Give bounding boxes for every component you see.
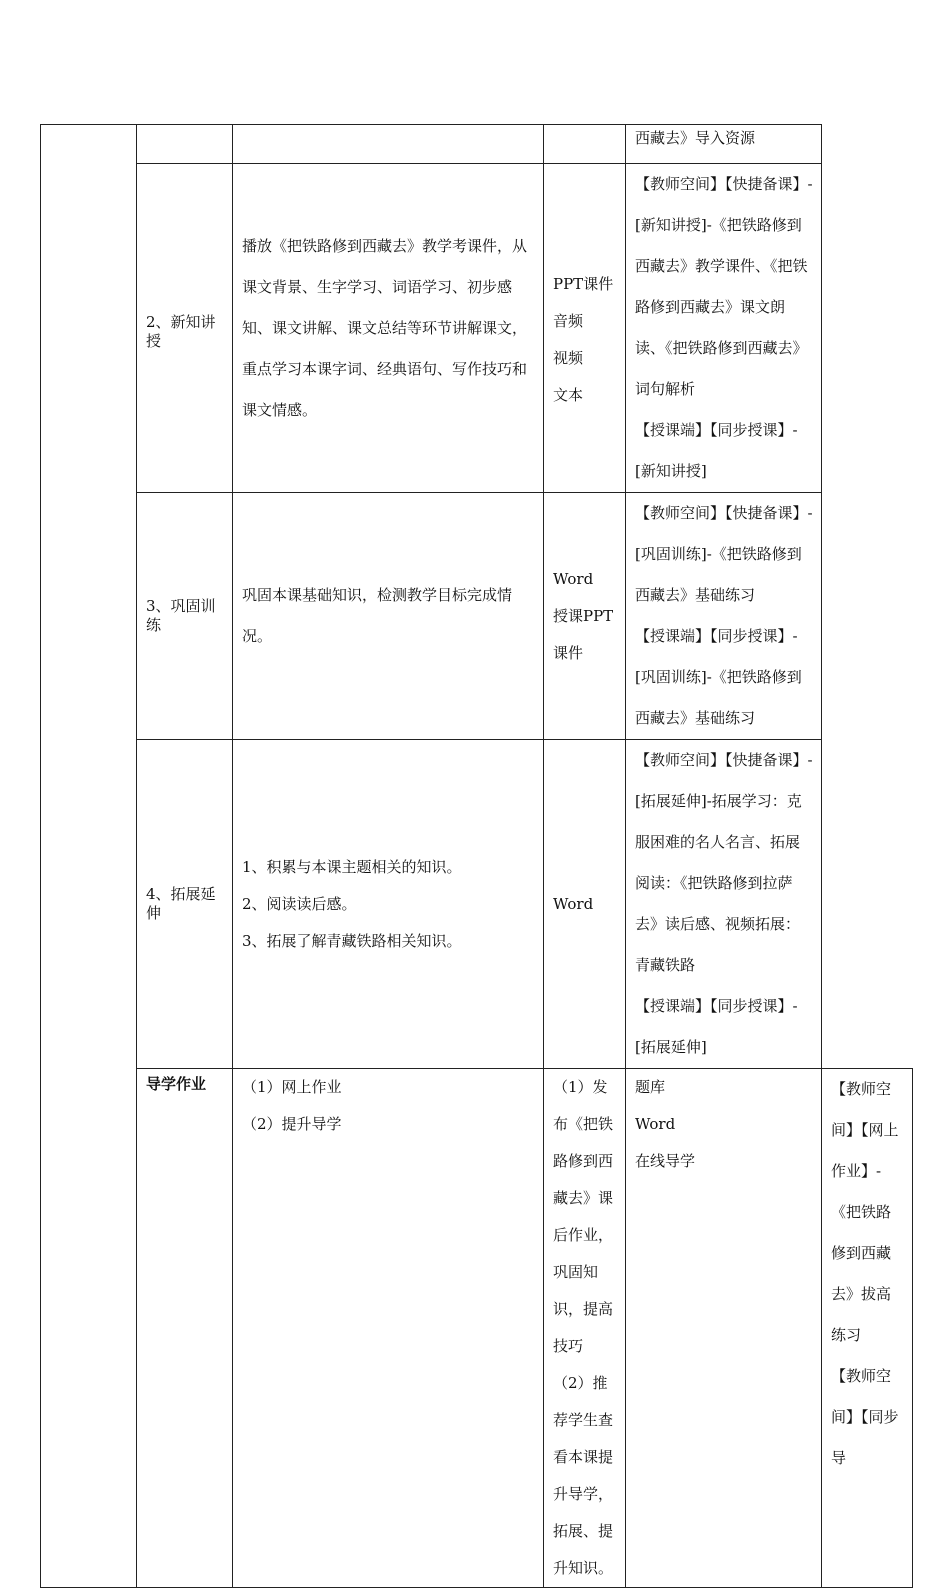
media-type: PPT课件 <box>553 275 614 293</box>
resource-text: 【授课端】【同步授课】-[拓展延伸] <box>635 997 798 1056</box>
resource-text: 【教师空间】【快捷备课】-[新知讲授]-《把铁路修到西藏去》教学课件、《把铁路修到西藏去》课文朗读、《把铁路修到西藏去》词句解析 <box>635 175 813 398</box>
media-type: 文本 <box>553 386 584 404</box>
content-text: 1、积累与本课主题相关的知识。 <box>242 857 462 876</box>
table-row <box>41 125 913 164</box>
step-label: 3、巩固训练 <box>146 597 216 634</box>
media-cell <box>544 164 626 493</box>
lesson-plan-table <box>40 124 913 1588</box>
resource-text: 【教师空间】【网上作业】-《把铁路修到西藏去》拔高练习 <box>831 1080 899 1344</box>
media-type: Word <box>553 569 594 588</box>
resource-cell <box>626 125 822 164</box>
section-label: 导学作业 <box>146 1075 207 1093</box>
resource-cell <box>626 164 822 493</box>
content-text: （2）推荐学生查看本课提升导学，拓展、提升知识。 <box>553 1374 614 1577</box>
media-type: 视频 <box>553 349 584 367</box>
content-cell <box>233 164 544 493</box>
media-cell <box>544 493 626 740</box>
media-cell <box>544 740 626 1069</box>
resource-text: 【教师空间】【同步导 <box>831 1367 899 1467</box>
resource-text: 【授课端】【同步授课】-[巩固训练]-《把铁路修到西藏去》基础练习 <box>635 627 802 727</box>
media-type: Word <box>635 1115 676 1133</box>
media-type: 音频 <box>553 312 584 330</box>
resource-text: 【教师空间】【快捷备课】-[巩固训练]-《把铁路修到西藏去》基础练习 <box>635 504 813 604</box>
table-row <box>41 740 913 1069</box>
step-cell <box>233 1069 544 1588</box>
step-cell <box>137 740 233 1069</box>
resource-cell <box>626 493 822 740</box>
resource-cell <box>626 740 822 1069</box>
section-cell-empty <box>41 125 137 1588</box>
media-type: 题库 <box>635 1078 666 1096</box>
content-text: 2、阅读读后感。 <box>242 894 357 913</box>
step-label: （1）网上作业 <box>242 1078 342 1096</box>
table-row <box>41 1069 913 1588</box>
content-text: 巩固本课基础知识，检测教学目标完成情况。 <box>242 586 513 645</box>
table-row <box>41 493 913 740</box>
step-label: （2）提升导学 <box>242 1115 342 1133</box>
section-cell <box>137 1069 233 1588</box>
media-type: 在线导学 <box>635 1152 696 1170</box>
table-row <box>41 164 913 493</box>
step-cell <box>137 493 233 740</box>
media-type: 授课PPT课件 <box>553 606 614 662</box>
content-cell <box>233 493 544 740</box>
resource-text: 【授课端】【同步授课】-[新知讲授] <box>635 421 798 480</box>
step-cell <box>137 125 233 164</box>
resource-text: 【教师空间】【快捷备课】-[拓展延伸]-拓展学习：克服困难的名人名言、拓展阅读：《把铁路修到拉萨去》读后感、视频拓展：青藏铁路 <box>635 751 813 974</box>
media-cell <box>626 1069 822 1588</box>
content-text: 3、拓展了解青藏铁路相关知识。 <box>242 931 462 950</box>
content-cell <box>233 125 544 164</box>
media-type: Word <box>553 894 594 913</box>
resource-text: 西藏去》导入资源 <box>635 129 756 147</box>
content-text: 播放《把铁路修到西藏去》教学考课件，从课文背景、生字学习、词语学习、初步感知、课文讲解、课文总结等环节讲解课文，重点学习本课字词、经典语句、写作技巧和课文情感。 <box>242 236 528 419</box>
content-cell <box>233 740 544 1069</box>
step-cell <box>137 164 233 493</box>
step-label: 2、新知讲授 <box>146 313 216 350</box>
step-label: 4、拓展延伸 <box>146 885 216 922</box>
resource-cell <box>822 1069 913 1588</box>
media-cell <box>544 125 626 164</box>
content-text: （1）发布《把铁路修到西藏去》课后作业，巩固知识，提高技巧 <box>553 1078 614 1355</box>
content-cell <box>544 1069 626 1588</box>
